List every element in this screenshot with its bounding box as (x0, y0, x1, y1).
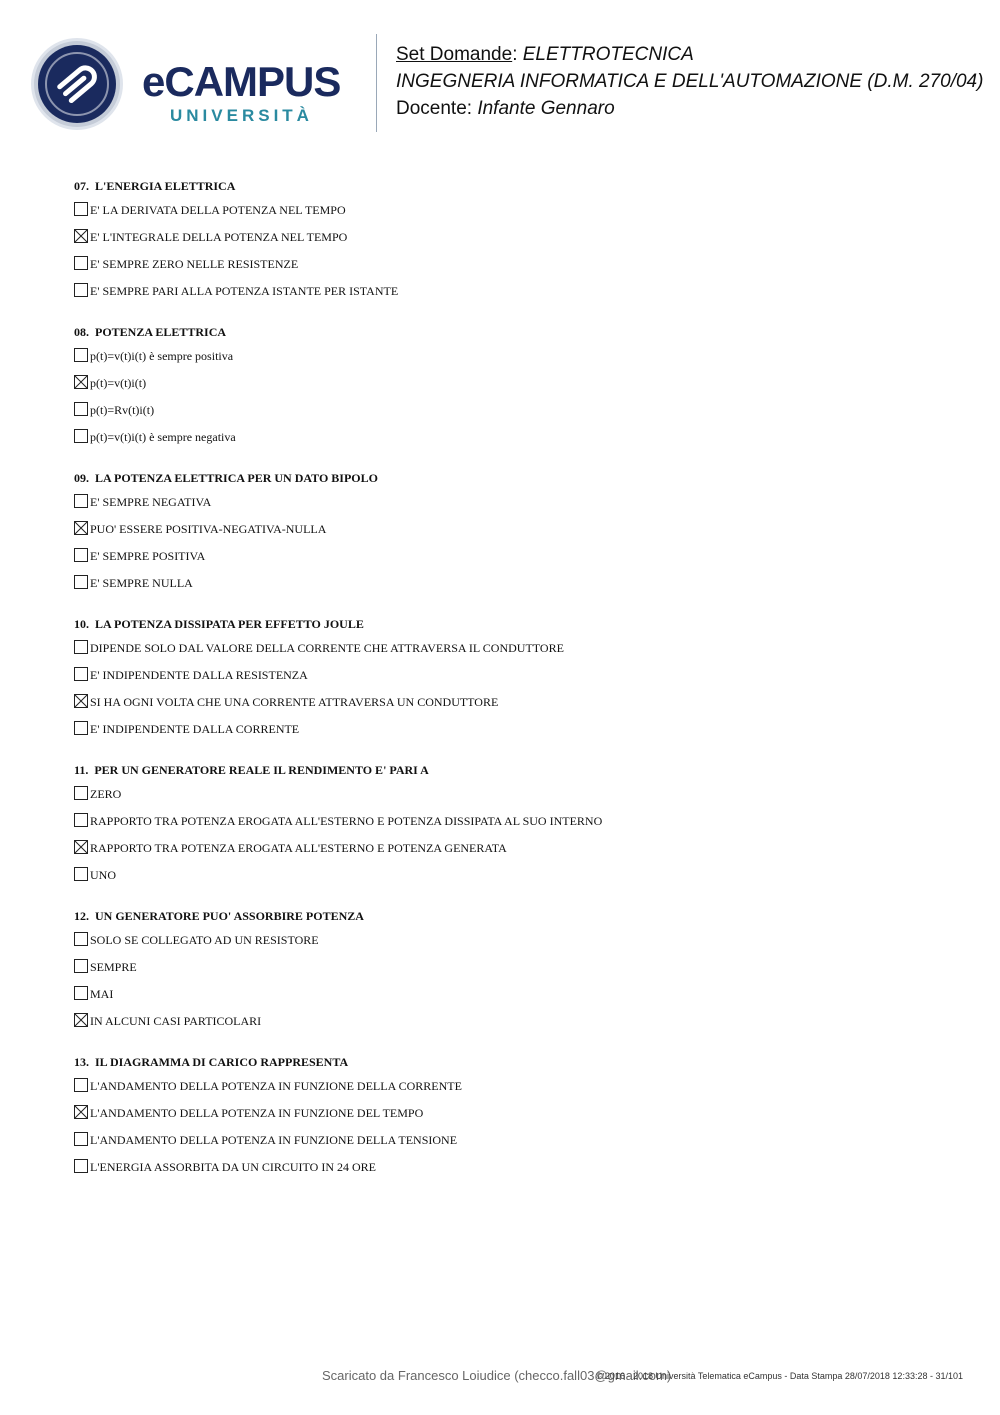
option-label: SEMPRE (90, 960, 137, 974)
ecampus-logo (142, 60, 362, 130)
answer-option (74, 256, 954, 283)
question-text: POTENZA ELETTRICA (95, 325, 227, 339)
answer-option (74, 202, 954, 229)
set-label: Set Domande (396, 44, 513, 65)
question-title (74, 1053, 954, 1072)
question-block (74, 761, 954, 894)
cross-icon (75, 1106, 87, 1118)
checkbox-checked[interactable] (74, 375, 88, 389)
cross-icon (75, 1014, 87, 1026)
question-block (74, 1053, 954, 1186)
question-title (74, 761, 954, 780)
question-block (74, 615, 954, 748)
question-number: 08. (74, 325, 89, 339)
answer-option (74, 575, 954, 602)
question-text: L'ENERGIA ELETTRICA (95, 179, 236, 193)
answer-option (74, 402, 954, 429)
answer-option (74, 1132, 954, 1159)
question-title (74, 177, 954, 196)
question-list (74, 177, 954, 1199)
cross-icon (75, 230, 87, 242)
download-footer: Scaricato da Francesco Loiudice (checco.fall03@gmail.com) (322, 1368, 672, 1383)
cross-icon (75, 695, 87, 707)
answer-option (74, 840, 954, 867)
page-header (0, 0, 1000, 150)
answer-option (74, 1078, 954, 1105)
question-block (74, 469, 954, 602)
option-label: PUO' ESSERE POSITIVA-NEGATIVA-NULLA (90, 522, 327, 536)
answer-option (74, 229, 954, 256)
docente-label: Docente: (396, 98, 478, 119)
logo-subtitle: UNIVERSITÀ (170, 106, 313, 125)
option-label: ZERO (90, 787, 122, 801)
checkbox[interactable] (74, 494, 88, 508)
answer-option (74, 548, 954, 575)
option-label: SI HA OGNI VOLTA CHE UNA CORRENTE ATTRAVERSA UN CONDUTTORE (90, 695, 499, 709)
checkbox[interactable] (74, 202, 88, 216)
logo-wordmark: eCAMPUS (142, 58, 341, 105)
checkbox[interactable] (74, 548, 88, 562)
checkbox[interactable] (74, 667, 88, 681)
question-text: LA POTENZA DISSIPATA PER EFFETTO JOULE (95, 617, 364, 631)
checkbox[interactable] (74, 283, 88, 297)
answer-option (74, 721, 954, 748)
checkbox[interactable] (74, 986, 88, 1000)
option-label: RAPPORTO TRA POTENZA EROGATA ALL'ESTERNO E POTENZA DISSIPATA AL SUO INTERNO (90, 814, 603, 828)
header-divider (376, 34, 377, 132)
question-text: UN GENERATORE PUO' ASSORBIRE POTENZA (95, 909, 364, 923)
docente-name: Infante Gennaro (477, 98, 615, 119)
option-label: E' INDIPENDENTE DALLA RESISTENZA (90, 668, 308, 682)
option-label: E' L'INTEGRALE DELLA POTENZA NEL TEMPO (90, 230, 348, 244)
option-label: p(t)=Rv(t)i(t) (90, 403, 155, 417)
option-label: p(t)=v(t)i(t) è sempre positiva (90, 349, 234, 363)
answer-option (74, 521, 954, 548)
question-number: 09. (74, 471, 89, 485)
cross-icon (75, 522, 87, 534)
question-block (74, 177, 954, 310)
question-text: IL DIAGRAMMA DI CARICO RAPPRESENTA (95, 1055, 349, 1069)
option-label: E' SEMPRE PARI ALLA POTENZA ISTANTE PER ISTANTE (90, 284, 399, 298)
question-title (74, 323, 954, 342)
checkbox-checked[interactable] (74, 229, 88, 243)
answer-option (74, 1013, 954, 1040)
option-label: DIPENDE SOLO DAL VALORE DELLA CORRENTE CHE ATTRAVERSA IL CONDUTTORE (90, 641, 564, 655)
checkbox[interactable] (74, 721, 88, 735)
option-label: L'ENERGIA ASSORBITA DA UN CIRCUITO IN 24 ORE (90, 1160, 376, 1174)
question-title (74, 615, 954, 634)
answer-option (74, 813, 954, 840)
answer-option (74, 1159, 954, 1186)
option-label: UNO (90, 868, 116, 882)
checkbox[interactable] (74, 867, 88, 881)
checkbox[interactable] (74, 813, 88, 827)
option-label: E' SEMPRE POSITIVA (90, 549, 206, 563)
answer-option (74, 283, 954, 310)
question-text: LA POTENZA ELETTRICA PER UN DATO BIPOLO (95, 471, 378, 485)
checkbox-checked[interactable] (74, 1013, 88, 1027)
checkbox[interactable] (74, 1159, 88, 1173)
cross-icon (75, 376, 87, 388)
question-number: 12. (74, 909, 89, 923)
question-number: 10. (74, 617, 89, 631)
checkbox[interactable] (74, 959, 88, 973)
answer-option (74, 932, 954, 959)
option-label: RAPPORTO TRA POTENZA EROGATA ALL'ESTERNO E POTENZA GENERATA (90, 841, 507, 855)
checkbox[interactable] (74, 429, 88, 443)
question-number: 11. (74, 763, 89, 777)
answer-option (74, 494, 954, 521)
question-number: 13. (74, 1055, 89, 1069)
option-label: SOLO SE COLLEGATO AD UN RESISTORE (90, 933, 319, 947)
cross-icon (75, 841, 87, 853)
ecampus-seal-icon (30, 37, 124, 131)
question-block (74, 323, 954, 456)
option-label: p(t)=v(t)i(t) (90, 376, 147, 390)
option-label: E' SEMPRE NULLA (90, 576, 193, 590)
set-line (396, 41, 983, 68)
answer-option (74, 348, 954, 375)
checkbox-checked[interactable] (74, 694, 88, 708)
option-label: p(t)=v(t)i(t) è sempre negativa (90, 430, 236, 444)
option-label: L'ANDAMENTO DELLA POTENZA IN FUNZIONE DELLA TENSIONE (90, 1133, 458, 1147)
answer-option (74, 959, 954, 986)
question-text: PER UN GENERATORE REALE IL RENDIMENTO E' PARI A (94, 763, 429, 777)
course-name: ELETTROTECNICA (522, 44, 694, 65)
option-label: E' SEMPRE NEGATIVA (90, 495, 212, 509)
option-label: IN ALCUNI CASI PARTICOLARI (90, 1014, 262, 1028)
question-title (74, 907, 954, 926)
question-number: 07. (74, 179, 89, 193)
question-block (74, 907, 954, 1040)
option-label: E' SEMPRE ZERO NELLE RESISTENZE (90, 257, 299, 271)
option-label: L'ANDAMENTO DELLA POTENZA IN FUNZIONE DEL TEMPO (90, 1106, 424, 1120)
checkbox[interactable] (74, 640, 88, 654)
docente-line (396, 95, 983, 122)
checkbox[interactable] (74, 256, 88, 270)
checkbox-checked[interactable] (74, 1105, 88, 1119)
answer-option (74, 1105, 954, 1132)
answer-option (74, 786, 954, 813)
degree-name: INGEGNERIA INFORMATICA E DELL'AUTOMAZIONE (D.M. 270/04) (396, 71, 984, 92)
checkbox[interactable] (74, 932, 88, 946)
checkbox-checked[interactable] (74, 840, 88, 854)
print-footer: © 2016 - 2018 Università Telematica eCampus - Data Stampa 28/07/2018 12:33:28 - 31/101 (595, 1371, 963, 1381)
checkbox[interactable] (74, 786, 88, 800)
answer-option (74, 375, 954, 402)
checkbox[interactable] (74, 402, 88, 416)
answer-option (74, 694, 954, 721)
set-separator: : (512, 44, 523, 65)
option-label: L'ANDAMENTO DELLA POTENZA IN FUNZIONE DELLA CORRENTE (90, 1079, 462, 1093)
answer-option (74, 986, 954, 1013)
option-label: E' LA DERIVATA DELLA POTENZA NEL TEMPO (90, 203, 346, 217)
option-label: E' INDIPENDENTE DALLA CORRENTE (90, 722, 300, 736)
checkbox[interactable] (74, 1132, 88, 1146)
checkbox-checked[interactable] (74, 521, 88, 535)
header-info (396, 41, 983, 122)
option-label: MAI (90, 987, 114, 1001)
answer-option (74, 429, 954, 456)
answer-option (74, 640, 954, 667)
question-title (74, 469, 954, 488)
checkbox[interactable] (74, 575, 88, 589)
answer-option (74, 667, 954, 694)
checkbox[interactable] (74, 348, 88, 362)
checkbox[interactable] (74, 1078, 88, 1092)
answer-option (74, 867, 954, 894)
